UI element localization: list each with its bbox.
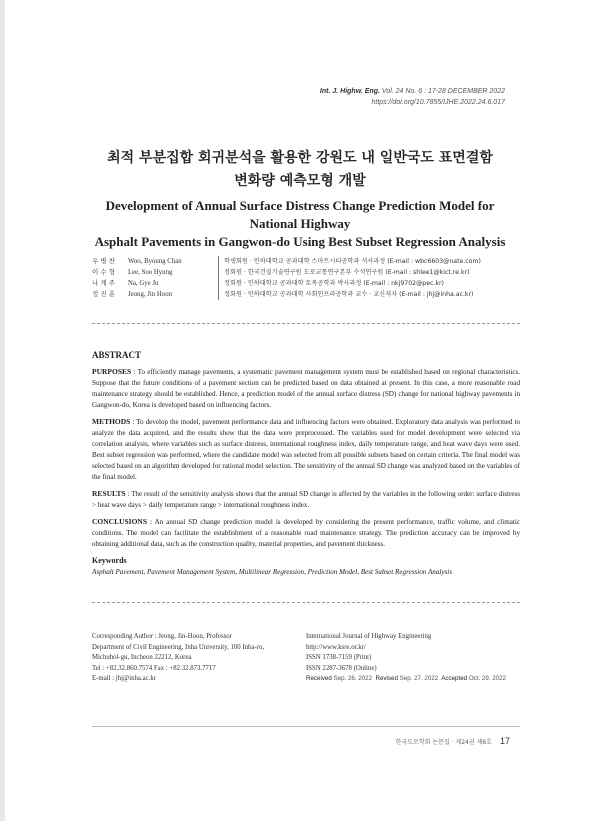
title-korean: 최적 부분집합 회귀분석을 활용한 강원도 내 일반국도 표면결함 변화량 예측모형 개발 [107, 150, 493, 189]
author-row [92, 289, 481, 300]
author-name-en: Woo, Byoung Chan [128, 256, 219, 267]
results-label: RESULTS [92, 489, 126, 498]
page-footer [396, 736, 510, 746]
methods-paragraph: METHODS : To develop the model, pavement performance data and influencing factors were obtained. Exploratory data analysis was performed to analyze the data acquired, and the results show that the data were preprocessed. The variables used for model development were selected via correlation analysis, where variables such as surface distress, international roughness index, daily temperature range, and heat wave days were used. Best subset regression was performed, where the candidate model was selected from all possible subsets based on certain criteria. The final model was selected based on an algorithm developed for rational model selection. The sensitivity of the annual SD change was analyzed based on the variables of the final model. [92, 417, 520, 481]
journal-abbrev: Int. J. Highw. Eng. [319, 88, 380, 95]
author-name-ko: 우 병 찬 [92, 257, 115, 265]
purposes-label: PURPOSES [92, 367, 132, 376]
author-name-ko: 나 계 주 [92, 279, 115, 287]
corresponding-email[interactable]: E-mail : jhj@inha.ac.kr [92, 675, 157, 682]
author-list [92, 256, 481, 300]
author-affiliation: 정회원 · 한국건설기술연구원 도로교통연구본부 수석연구원 (E-mail : shlee1@kict.re.kr) [224, 269, 470, 276]
conclusions-label: CONCLUSIONS [92, 517, 148, 526]
author-affiliation: 정회원 · 인하대학교 공과대학 토목공학과 박사과정 (E-mail : nkj9702@pec.kr) [224, 280, 444, 287]
abstract-section [92, 350, 520, 578]
author-row [92, 256, 481, 267]
author-affiliation: 정회원 · 인하대학교 공과대학 사회인프라공학과 교수 · 교신저자 (E-mail : jhj@inha.ac.kr) [224, 291, 474, 298]
author-affiliation: 학생회원 · 인하대학교 공과대학 스마트시티공학과 석사과정 (E-mail : wbc6603@nate.com) [224, 258, 481, 265]
conclusions-paragraph: CONCLUSIONS : An annual SD change prediction model is developed by considering the present performance, traffic volume, and climatic conditions. The model can facilitate the establishment of a reasonable road maintenance strategy. The prediction accuracy can be improved by obtaining additional data, such as the construction quality, material properties, and pavement thickness. [92, 517, 520, 548]
journal-info-block: International Journal of Highway Engineering http://www.ksre.or.kr/ ISSN 1738-7159 (Print) ISSN 2287-3678 (Online) Received Sep. 26. 2022 Revised Sep. 27. 2022 Accepted Oct. 29. 2022 [306, 632, 506, 685]
footer-rule [92, 726, 520, 727]
doi-link[interactable]: https://doi.org/10.7855/IJHE.2022.24.6.017 [371, 99, 505, 106]
author-name-en: Na, Gye Ju [128, 278, 219, 289]
author-row [92, 267, 481, 278]
journal-citation: Vol. 24 No. 6 : 17-28 DECEMBER 2022 [381, 88, 505, 95]
results-paragraph: RESULTS : The result of the sensitivity analysis shows that the annual SD change is affected by the variables in the following order: surface distress > heat wave days > daily temperature range > international roughness index. [92, 489, 520, 509]
corresponding-author-block: Corresponding Author : Jeong, Jin-Hoon, Professor Department of Civil Engineering, Inha University, 100 Inha-ro, Michuhol-gu, Incheon 22212, Korea Tel : +82.32.860.7574 Fax : +82.32.873.7717 E-mail : jhj@inha.ac.kr [92, 632, 264, 685]
running-footer: 한국도로학회 논문집 · 제24권 제6호 [395, 738, 492, 746]
page-edge-shadow [0, 0, 5, 821]
title-english: Development of Annual Surface Distress Change Prediction Model for National Highway Asphalt Pavements in Gangwon-do Using Best Subset Regression Analysis [94, 198, 506, 249]
keywords-list: Asphalt Pavement, Pavement Management System, Multilinear Regression, Prediction Model, Best Subset Regression Analysis [92, 568, 452, 576]
divider-top [92, 323, 520, 324]
journal-url[interactable]: http://www.ksre.or.kr/ [306, 643, 366, 651]
author-name-ko: 정 진 훈 [92, 290, 115, 298]
journal-reference [320, 86, 505, 108]
abstract-heading: ABSTRACT [92, 350, 142, 360]
page-number: 17 [499, 736, 510, 746]
divider-bottom [92, 602, 520, 603]
author-name-en: Jeong, Jin Hoon [128, 289, 219, 300]
author-name-en: Lee, Soo Hyung [128, 267, 219, 278]
author-row [92, 278, 481, 289]
methods-label: METHODS [92, 417, 131, 426]
keywords-heading: Keywords [92, 556, 127, 565]
author-name-ko: 이 수 형 [92, 268, 115, 276]
purposes-paragraph: PURPOSES : To efficiently manage pavements, a systematic pavement management system must be established based on regional characteristics. Suppose that the future conditions of a pavement section can be predicted based on data obtained at present. In this case, a more reasonable road maintenance strategy should be established. Hence, a prediction model of the annual surface distress (SD) change for national highway pavements in Gangwon-do, Korea is developed based on influencing factors. [92, 367, 520, 409]
article-dates: Received Sep. 26. 2022 Revised Sep. 27. 2022 Accepted Oct. 29. 2022 [306, 675, 506, 682]
